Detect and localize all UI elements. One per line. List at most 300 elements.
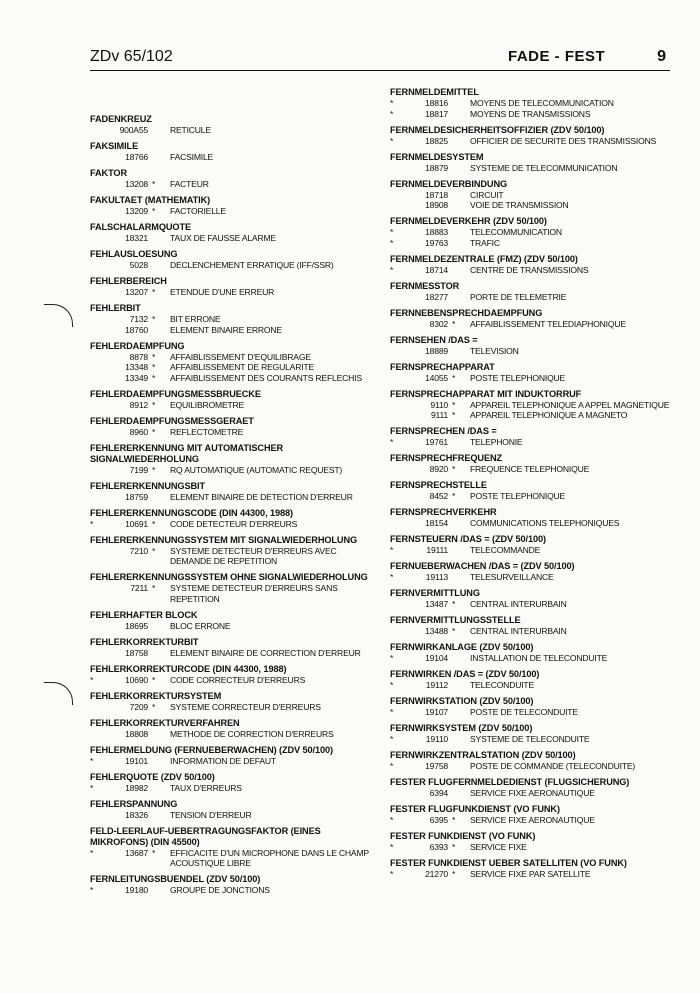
french-translation: EFFICACITE D'UN MICROPHONE DANS LE CHAMP ACOUSTIQUE LIBRE [170, 847, 369, 868]
page-range-title: FADE - FEST [508, 48, 606, 65]
dictionary-entry [390, 723, 680, 745]
term-number: 8878 [129, 351, 148, 362]
dictionary-entry [390, 858, 680, 880]
document-id: ZDv 65/102 [90, 48, 173, 65]
dictionary-entry [390, 453, 680, 475]
term-number: 18760 [125, 324, 148, 335]
translation-line [390, 346, 680, 357]
dictionary-entry [90, 799, 380, 821]
entry-term: FERNSPRECHAPPARAT [390, 361, 495, 372]
french-translation: SERVICE FIXE [470, 842, 527, 852]
french-translation: CODE CORRECTEUR D'ERREURS [170, 674, 306, 685]
term-number: 18982 [125, 782, 148, 793]
dictionary-entry [90, 249, 380, 271]
entry-term: FERNMELDEMITTEL [390, 87, 479, 97]
entry-term: FEHLERDAEMPFUNGSMESSGERAET [90, 415, 254, 426]
entry-term: FEHLERQUOTE (ZDV 50/100) [90, 771, 215, 782]
dictionary-entry [390, 254, 680, 276]
translation-line [390, 572, 680, 583]
translation-line [90, 287, 380, 298]
french-translation: POSTE DE COMMANDE (TELECONDUITE) [470, 761, 636, 771]
term-number: 18808 [125, 728, 148, 739]
french-translation: METHODE DE CORRECTION D'ERREURS [170, 728, 334, 739]
translation-line [90, 325, 380, 336]
french-translation: TELEVISION [470, 345, 519, 356]
dictionary-entry [390, 804, 680, 826]
standard-marker: * [152, 674, 156, 685]
dictionary-entry [90, 141, 380, 163]
term-number: 9110 [430, 399, 448, 410]
term-number: 8960 [129, 426, 148, 437]
translation-line [390, 734, 680, 745]
dictionary-entry [390, 615, 680, 637]
term-number: 18766 [125, 152, 148, 162]
dictionary-entry [390, 696, 680, 718]
standard-marker: * [152, 545, 156, 556]
dictionary-entry [90, 481, 380, 503]
term-number: 19761 [425, 437, 448, 447]
translation-line [90, 621, 380, 632]
term-number: 13208 [125, 179, 148, 189]
french-translation: RETICULE [170, 125, 211, 135]
translation-line [90, 362, 380, 373]
new-term-marker: * [390, 869, 394, 879]
translation-line [390, 815, 680, 826]
entry-term: FERNSPRECHVERKEHR [390, 507, 497, 517]
french-translation: CENTRAL INTERURBAIN [470, 599, 567, 609]
new-term-marker: * [390, 653, 394, 663]
dictionary-entry [390, 179, 680, 211]
entry-term: FERNSPRECHSTELLE [390, 480, 487, 490]
french-translation: CENTRAL INTERURBAIN [470, 626, 567, 636]
dictionary-entry [90, 535, 380, 567]
french-translation: TENSION D'ERREUR [170, 809, 252, 820]
new-term-marker: * [90, 847, 94, 858]
translation-line [390, 518, 680, 529]
dictionary-entry [390, 480, 680, 502]
translation-line [390, 680, 680, 691]
term-number: 7211 [130, 583, 148, 593]
standard-marker: * [152, 351, 156, 362]
term-number: 19112 [425, 680, 448, 690]
dictionary-entry [390, 669, 680, 691]
term-number: 900A55 [119, 125, 148, 135]
new-term-marker: * [390, 237, 394, 248]
french-translation: TELECOMMUNICATION [470, 227, 562, 237]
french-translation: POSTE DE TELECONDUITE [470, 707, 578, 717]
standard-marker: * [452, 491, 456, 501]
entry-term: FEHLERERKENNUNGSBIT [90, 480, 205, 491]
french-translation: SERVICE FIXE AERONAUTIQUE [470, 815, 595, 825]
translation-line [90, 373, 380, 384]
entry-term: FERNMELDESICHERHEITSOFFIZIER (ZDV 50/100) [390, 124, 605, 135]
standard-marker: * [152, 362, 156, 372]
french-translation: SERVICE FIXE PAR SATELLITE [470, 869, 591, 879]
french-translation: BIT ERRONE [170, 314, 221, 324]
term-number: 13348 [125, 362, 148, 372]
french-translation: CODE DETECTEUR D'ERREURS [170, 518, 298, 529]
dictionary-entry [90, 416, 380, 438]
translation-line [390, 238, 680, 249]
french-translation: RQ AUTOMATIQUE (AUTOMATIC REQUEST) [170, 464, 343, 475]
entry-term: FEHLERDAEMPFUNG [90, 340, 185, 351]
term-number: 19111 [426, 545, 448, 555]
translation-line [390, 599, 680, 610]
french-translation: MOYENS DE TELECOMMUNICATION [470, 98, 614, 108]
standard-marker: * [452, 815, 456, 825]
french-translation: MOYENS DE TRANSMISSIONS [470, 108, 591, 119]
new-term-marker: * [390, 545, 394, 555]
standard-marker: * [452, 842, 456, 852]
entry-term: FEHLERHAFTER BLOCK [90, 609, 198, 620]
translation-line [390, 842, 680, 853]
translation-line [390, 491, 680, 502]
term-number: 18718 [425, 189, 448, 200]
french-translation: ELEMENT BINAIRE DE DETECTION D'ERREUR [170, 491, 353, 502]
translation-line [90, 583, 380, 604]
standard-marker: * [452, 372, 456, 383]
term-number: 18277 [425, 291, 448, 302]
dictionary-entry [90, 664, 380, 686]
dictionary-entry [390, 335, 680, 357]
translation-line [390, 292, 680, 303]
translation-line [390, 707, 680, 718]
dictionary-entry [90, 389, 380, 411]
translation-line [90, 206, 380, 217]
entry-term: FEHLERERKENNUNG MIT AUTOMATISCHER SIGNALWIEDERHOLUNG [90, 442, 284, 464]
dictionary-entry [90, 303, 380, 335]
new-term-marker: * [90, 518, 94, 529]
new-term-marker: * [390, 108, 394, 119]
term-number: 19180 [125, 885, 148, 895]
term-number: 18825 [425, 135, 448, 146]
term-number: 6394 [429, 788, 448, 798]
french-translation: OFFICIER DE SECURITE DES TRANSMISSIONS [470, 135, 657, 146]
new-term-marker: * [390, 135, 394, 146]
dictionary-entry [390, 216, 680, 248]
standard-marker: * [152, 399, 156, 410]
new-term-marker: * [390, 815, 394, 825]
standard-marker: * [452, 464, 456, 474]
translation-line [90, 465, 380, 476]
entry-term: FERNSPRECHEN /DAS = [390, 426, 497, 436]
french-translation: SYSTEME DE TELECOMMUNICATION [470, 162, 618, 173]
dictionary-entry [390, 588, 680, 610]
translation-line [90, 546, 380, 567]
standard-marker: * [152, 314, 156, 324]
term-number: 13487 [425, 599, 448, 609]
term-number: 19113 [425, 572, 448, 582]
dictionary-entry [390, 87, 680, 119]
french-translation: TELESURVEILLANCE [470, 572, 554, 582]
translation-line [90, 848, 380, 869]
translation-line [90, 152, 380, 163]
translation-line [90, 400, 380, 411]
dictionary-entry [390, 308, 680, 330]
french-translation: TELECONDUITE [470, 680, 534, 690]
new-term-marker: * [390, 227, 394, 237]
entry-term: FEHLERDAEMPFUNGSMESSBRUECKE [90, 388, 261, 399]
french-translation: DECLENCHEMENT ERRATIQUE (IFF/SSR) [170, 260, 334, 270]
french-translation: TRAFIC [470, 237, 500, 248]
entry-term: FEHLERBIT [90, 303, 141, 313]
term-number: 18714 [425, 264, 448, 275]
translation-line [90, 260, 380, 271]
entry-term: FESTER FLUGFERNMELDEDIENST (FLUGSICHERUNG) [390, 777, 630, 787]
standard-marker: * [452, 410, 456, 420]
entry-term: FERNNEBENSPRECHDAEMPFUNG [390, 307, 543, 318]
page-header [90, 48, 670, 71]
entry-term: FERNWIRKSTATION (ZDV 50/100) [390, 696, 534, 706]
standard-marker: * [152, 701, 156, 712]
entry-term: FADENKREUZ [90, 114, 152, 124]
term-number: 10691 [125, 518, 148, 529]
entry-term: FESTER FLUGFUNKDIENST (VO FUNK) [390, 804, 560, 814]
term-number: 8302 [429, 318, 448, 329]
dictionary-entry [390, 507, 680, 529]
dictionary-entry [390, 426, 680, 448]
new-term-marker: * [90, 755, 94, 766]
entry-term: FERNMELDEZENTRALE (FMZ) (ZDV 50/100) [390, 253, 578, 264]
entry-term: FEHLERSPANNUNG [90, 798, 178, 809]
dictionary-entry [390, 125, 680, 147]
term-number: 8912 [129, 399, 148, 410]
term-number: 5028 [129, 260, 148, 270]
translation-line [90, 314, 380, 325]
french-translation: CIRCUIT [470, 189, 504, 200]
entry-term: FERNUEBERWACHEN /DAS = (ZDV 50/100) [390, 561, 575, 571]
french-translation: EQUILIBROMETRE [170, 399, 245, 410]
standard-marker: * [452, 318, 456, 329]
dictionary-entry [90, 874, 380, 896]
translation-line [90, 179, 380, 190]
term-number: 10690 [125, 674, 148, 685]
standard-marker: * [452, 599, 456, 609]
translation-line [390, 437, 680, 448]
dictionary-entry [390, 281, 680, 303]
translation-line [390, 400, 680, 411]
entry-term: FEHLAUSLOESUNG [90, 249, 178, 259]
translation-line [90, 492, 380, 503]
translation-line [390, 136, 680, 147]
french-translation: POSTE TELEPHONIQUE [470, 491, 566, 501]
term-number: 14055 [425, 372, 448, 383]
french-translation: FREQUENCE TELEPHONIQUE [470, 464, 590, 474]
dictionary-column-left [90, 114, 380, 901]
translation-line [390, 98, 680, 109]
entry-term: FERNSPRECHFREQUENZ [390, 453, 503, 463]
dictionary-entry [90, 341, 380, 384]
entry-term: FERNWIRKSYSTEM (ZDV 50/100) [390, 723, 533, 733]
french-translation: ELEMENT BINAIRE ERRONE [170, 324, 282, 335]
dictionary-entry [90, 572, 380, 604]
term-number: 6393 [429, 842, 448, 852]
term-number: 8452 [429, 491, 448, 501]
french-translation: GROUPE DE JONCTIONS [170, 885, 270, 895]
standard-marker: * [152, 518, 156, 529]
translation-line [90, 783, 380, 794]
term-number: 18758 [125, 647, 148, 658]
french-translation: TAUX D'ERREURS [170, 782, 242, 793]
translation-line [390, 265, 680, 276]
translation-line [390, 761, 680, 772]
translation-line [90, 729, 380, 740]
french-translation: AFFAIBLISSEMENT TELEDIAPHONIQUE [470, 318, 626, 329]
entry-term: FAKULTAET (MATHEMATIK) [90, 195, 211, 205]
standard-marker: * [152, 426, 156, 437]
translation-line [390, 869, 680, 880]
entry-term: FERNMELDESYSTEM [390, 151, 484, 162]
dictionary-entry [90, 443, 380, 476]
term-number: 18816 [425, 98, 448, 108]
translation-line [390, 200, 680, 211]
entry-term: FERNWIRKANLAGE (ZDV 50/100) [390, 642, 534, 652]
entry-term: FERNVERMITTLUNG [390, 588, 480, 598]
term-number: 18817 [425, 108, 448, 119]
term-number: 13209 [125, 206, 148, 216]
translation-line [390, 190, 680, 201]
french-translation: SYSTEME DE TELECONDUITE [470, 734, 590, 744]
french-translation: INSTALLATION DE TELECONDUITE [470, 653, 608, 663]
entry-term: FEHLERERKENNUNGSCODE (DIN 44300, 1988) [90, 507, 293, 518]
dictionary-entry [90, 745, 380, 767]
translation-line [90, 352, 380, 363]
entry-term: FERNWIRKEN /DAS = (ZDV 50/100) [390, 669, 540, 679]
new-term-marker: * [390, 707, 394, 717]
dictionary-entry [390, 389, 680, 421]
term-number: 6395 [429, 815, 448, 825]
new-term-marker: * [390, 572, 394, 582]
entry-term: FERNMELDEVERKEHR (ZDV 50/100) [390, 216, 547, 226]
dictionary-entry [90, 691, 380, 713]
french-translation: AFFAIBLISSEMENT D'EQUILIBRAGE [170, 351, 311, 362]
term-number: 7132 [129, 314, 148, 324]
translation-line [390, 788, 680, 799]
term-number: 9111 [430, 410, 448, 420]
french-translation: AFFAIBLISSEMENT DE REGULARITE [170, 362, 314, 372]
entry-term: FEHLERKORREKTURCODE (DIN 44300, 1988) [90, 663, 287, 674]
entry-term: FERNSEHEN /DAS = [390, 334, 478, 345]
entry-term: FEHLERERKENNUNGSSYSTEM OHNE SIGNALWIEDERHOLUNG [90, 572, 368, 582]
entry-term: FEHLERERKENNUNGSSYSTEM MIT SIGNALWIEDERHOLUNG [90, 534, 358, 545]
new-term-marker: * [390, 437, 394, 447]
french-translation: FACTEUR [170, 179, 209, 189]
dictionary-entry [390, 642, 680, 664]
french-translation: APPAREIL TELEPHONIQUE A MAGNETO [470, 410, 628, 420]
translation-line [90, 885, 380, 896]
french-translation: PORTE DE TELEMETRIE [470, 291, 567, 302]
translation-line [390, 227, 680, 238]
term-number: 19104 [425, 653, 448, 663]
dictionary-entry [90, 195, 380, 217]
translation-line [90, 702, 380, 713]
standard-marker: * [152, 847, 156, 858]
term-number: 18759 [125, 491, 148, 502]
standard-marker: * [152, 206, 156, 216]
term-number: 18908 [425, 200, 448, 210]
french-translation: TELEPHONIE [470, 437, 523, 447]
entry-term: FERNVERMITTLUNGSSTELLE [390, 615, 521, 625]
dictionary-entry [390, 777, 680, 799]
translation-line [90, 810, 380, 821]
french-translation: TAUX DE FAUSSE ALARME [170, 233, 276, 243]
new-term-marker: * [390, 734, 394, 744]
term-number: 18695 [125, 620, 148, 631]
dictionary-entry [390, 561, 680, 583]
dictionary-entry [90, 826, 380, 869]
french-translation: BLOC ERRONE [170, 620, 231, 631]
standard-marker: * [152, 287, 156, 297]
french-translation: TELECOMMANDE [470, 545, 541, 555]
term-number: 13488 [425, 626, 448, 636]
french-translation: CENTRE DE TRANSMISSIONS [470, 264, 589, 275]
french-translation: ETENDUE D'UNE ERREUR [170, 287, 275, 297]
term-number: 7209 [129, 701, 148, 712]
term-number: 18879 [425, 162, 448, 173]
entry-term: FERNLEITUNGSBUENDEL (ZDV 50/100) [90, 874, 261, 884]
standard-marker: * [152, 372, 156, 383]
french-translation: AFFAIBLISSEMENT DES COURANTS REFLECHIS [170, 372, 362, 383]
translation-line [390, 653, 680, 664]
standard-marker: * [452, 399, 456, 410]
new-term-marker: * [390, 842, 394, 852]
entry-term: FERNWIRKZENTRALSTATION (ZDV 50/100) [390, 750, 576, 760]
translation-line [390, 163, 680, 174]
translation-line [90, 427, 380, 438]
new-term-marker: * [90, 782, 94, 793]
translation-line [90, 125, 380, 136]
french-translation: SERVICE FIXE AERONAUTIQUE [470, 788, 595, 798]
entry-term: FAKTOR [90, 168, 128, 178]
dictionary-entry [90, 718, 380, 740]
translation-line [90, 519, 380, 530]
dictionary-entry [90, 222, 380, 244]
translation-line [390, 319, 680, 330]
new-term-marker: * [90, 885, 94, 895]
translation-line [390, 373, 680, 384]
standard-marker: * [152, 583, 156, 593]
margin-bracket-mark [44, 304, 73, 327]
margin-bracket-mark [44, 682, 73, 705]
dictionary-entry [90, 610, 380, 632]
new-term-marker: * [390, 680, 394, 690]
term-number: 8920 [429, 464, 448, 474]
dictionary-entry [90, 168, 380, 190]
translation-line [90, 675, 380, 686]
translation-line [390, 410, 680, 421]
term-number: 13349 [125, 372, 148, 383]
dictionary-entry [390, 152, 680, 174]
french-translation: SYSTEME CORRECTEUR D'ERREURS [170, 701, 321, 712]
entry-term: FEHLERKORREKTURSYSTEM [90, 690, 222, 701]
term-number: 18154 [425, 518, 448, 528]
french-translation: INFORMATION DE DEFAUT [170, 755, 276, 766]
dictionary-entry [390, 831, 680, 853]
term-number: 18321 [125, 233, 148, 243]
standard-marker: * [152, 464, 156, 475]
term-number: 19763 [425, 237, 448, 248]
entry-term: FEHLERBEREICH [90, 276, 167, 286]
dictionary-entry [390, 750, 680, 772]
entry-term: FEHLERKORREKTURBIT [90, 636, 199, 647]
term-number: 19101 [125, 755, 148, 766]
french-translation: SYSTEME DETECTEUR D'ERREURS SANS REPETITION [170, 583, 338, 604]
standard-marker: * [152, 179, 156, 189]
french-translation: POSTE TELEPHONIQUE [470, 372, 566, 383]
term-number: 13207 [125, 287, 148, 297]
entry-term: FAKSIMILE [90, 141, 139, 151]
dictionary-entry [90, 276, 380, 298]
